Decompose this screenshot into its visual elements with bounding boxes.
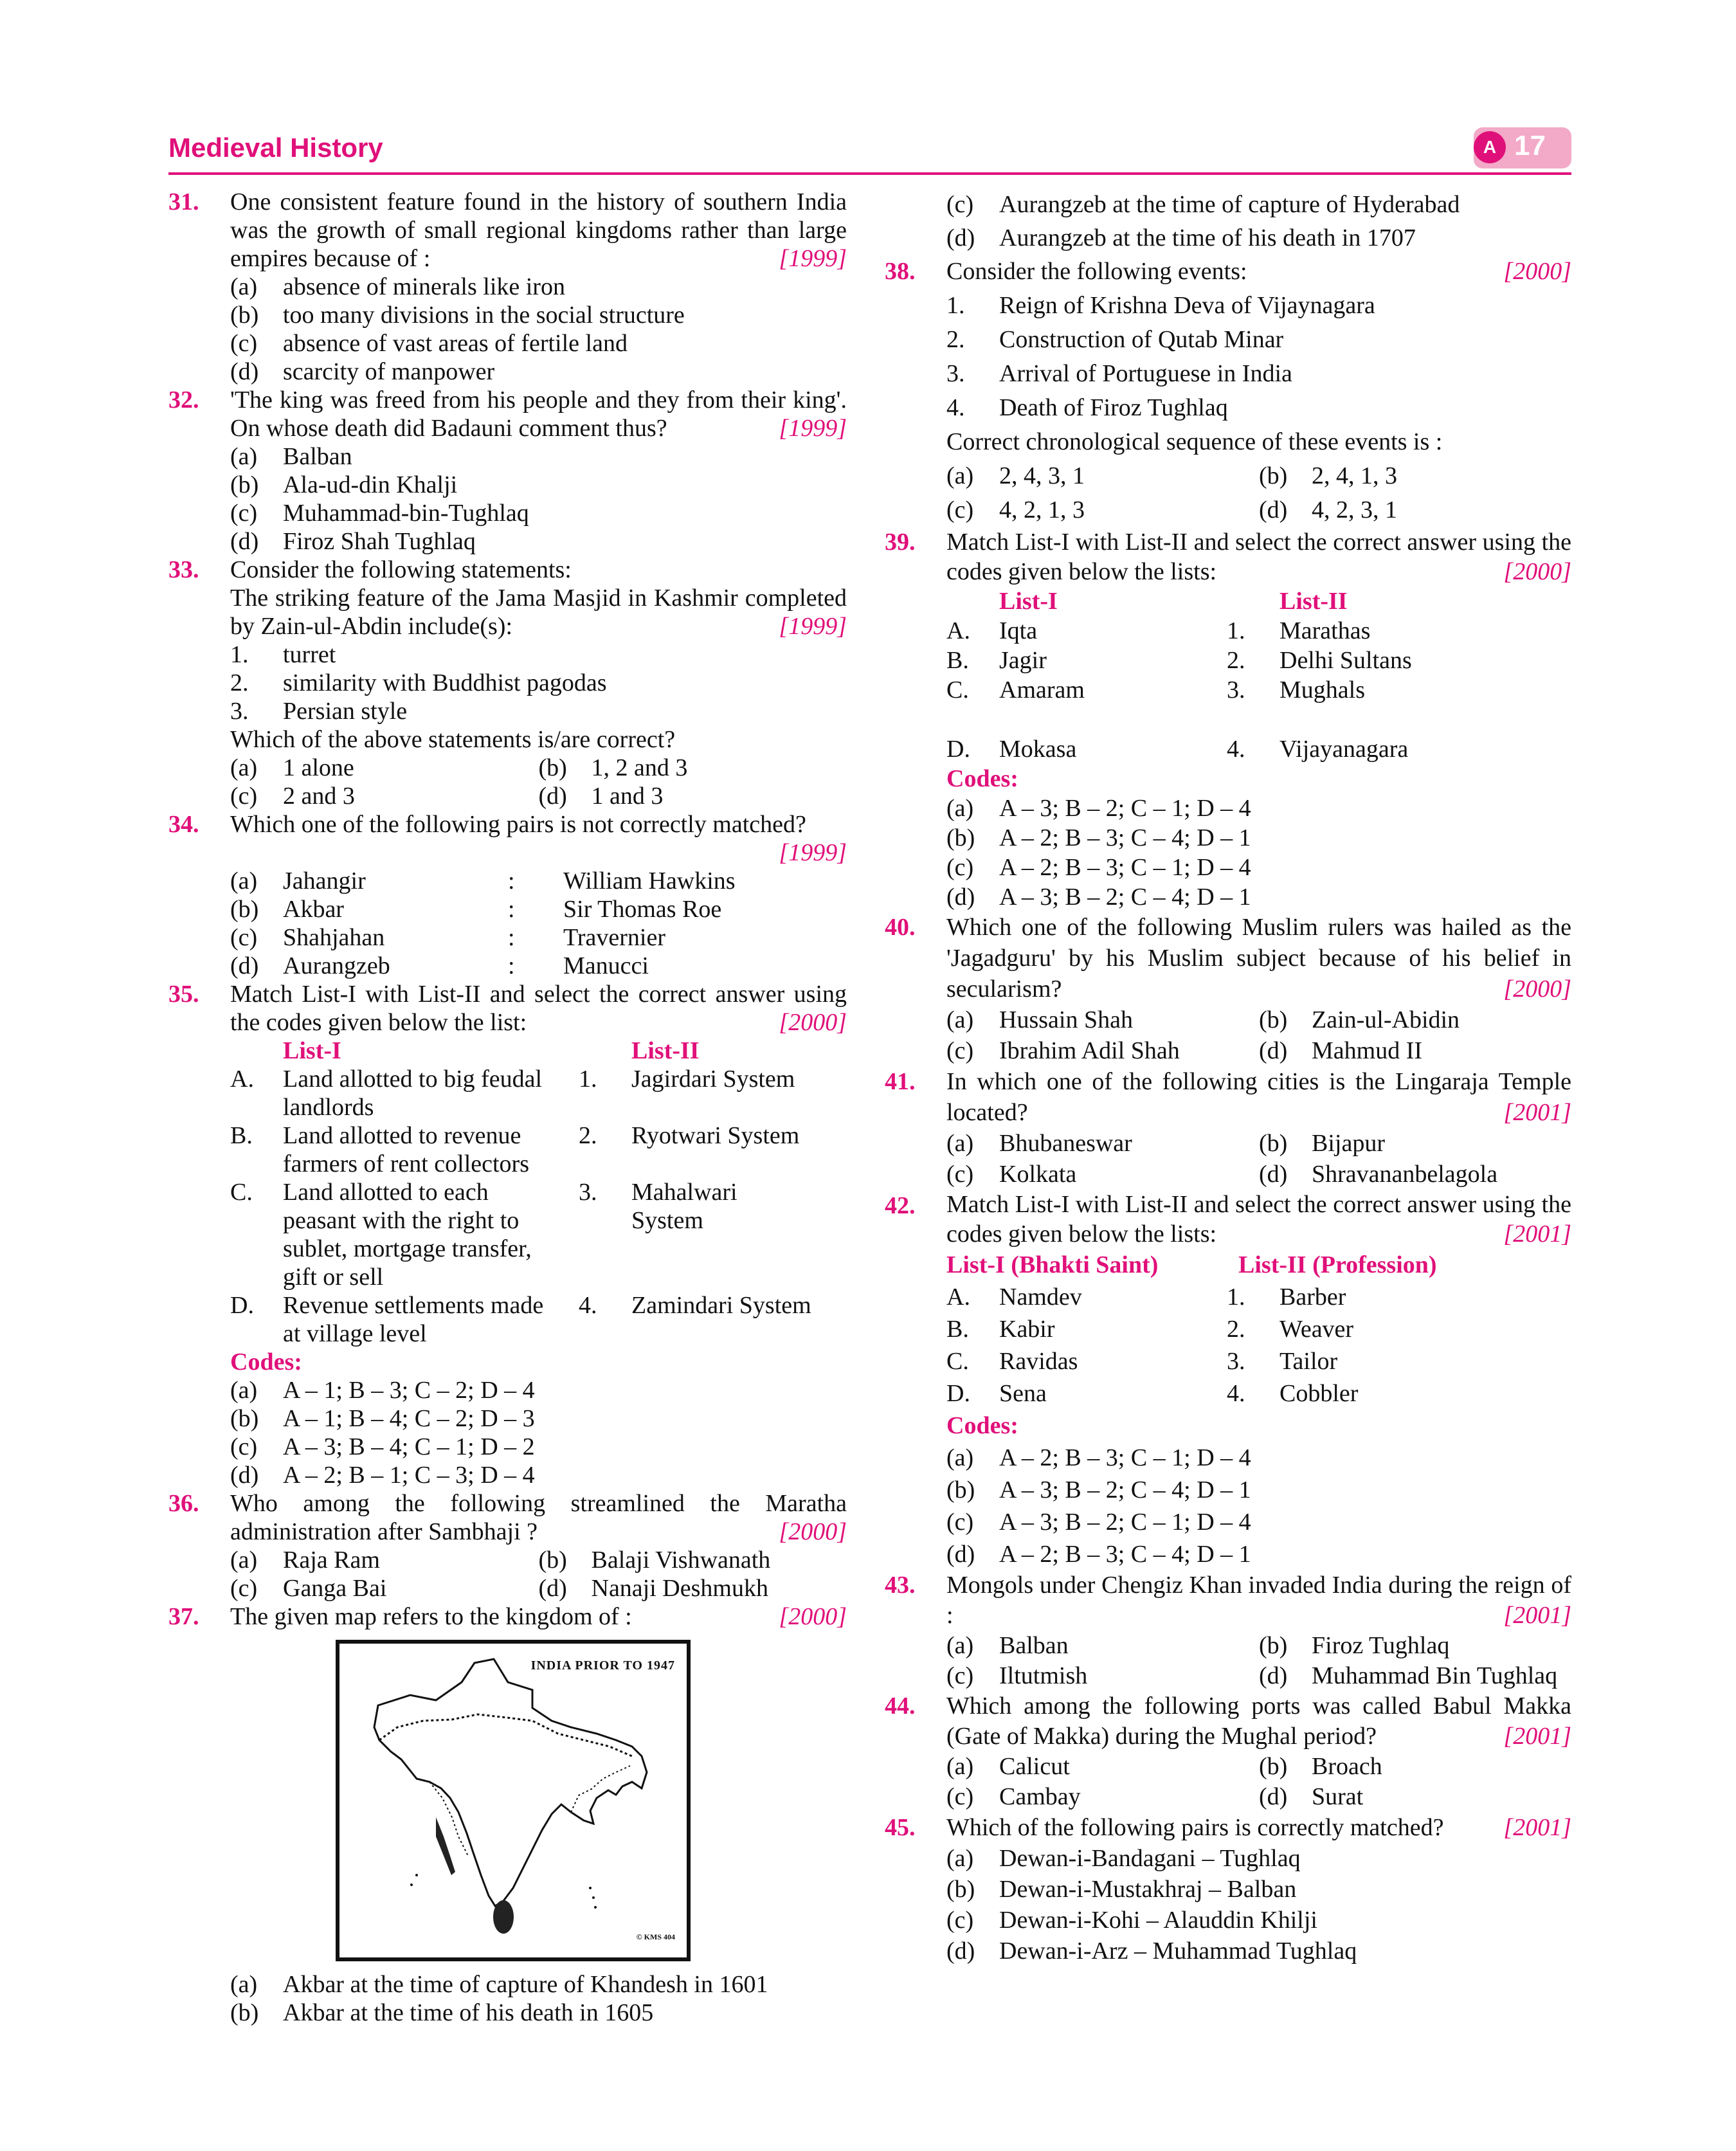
question-text: Mongols under Chengiz Khan invaded India during the reign of : [2001] [946,1570,1571,1631]
code-option: (b) A – 2; B – 3; C – 4; D – 1 [946,824,1251,851]
option: (a) Hussain Shah [946,1006,1133,1033]
option-row [946,1004,1571,1035]
statement: 3. Persian style [230,698,408,725]
event-item: 3. Arrival of Portuguese in India [946,360,1292,387]
year-tag: [2000] [779,1009,847,1036]
question-number: 44. [885,1693,916,1720]
year-tag: [2000] [779,1603,847,1630]
option: (d) Firoz Shah Tughlaq [230,528,476,555]
year-tag: [2001] [1503,1814,1571,1841]
option: (d) Nanaji Deshmukh [538,1575,768,1602]
question-text: The given map refers to the kingdom of : [2000] [230,1603,847,1630]
list-2-heading: List-II (Profession) [1238,1251,1437,1278]
option: (d) Muhammad Bin Tughlaq [1259,1662,1558,1689]
question-text: The striking feature of the Jama Masjid in Kashmir completed by Zain-ul-Abdin include(s): [1999] [230,585,847,640]
option: (d) Surat [1259,1783,1364,1810]
right-column [885,188,1571,1966]
option: (b) Firoz Tughlaq [1259,1632,1450,1659]
question-text: Who among the following streamlined the Maratha administration after Sambhaji ? [2000] [230,1490,847,1545]
option: (d) 1 and 3 [538,783,664,810]
codes-label: Codes: [946,765,1018,792]
option: (b) Dewan-i-Mustakhraj – Balban [946,1876,1297,1903]
code-option: (b) A – 3; B – 2; C – 4; D – 1 [946,1476,1251,1503]
map-stamp: © KMS 404 [636,1932,675,1941]
question-35 [168,980,847,1489]
option-row [230,754,847,782]
year-tag: [2001] [1503,1099,1571,1126]
option: (a) Balban [946,1632,1069,1659]
option: (b) Broach [1259,1753,1382,1780]
question-number: 33. [168,556,199,583]
question-number: 38. [885,258,916,285]
list-1-heading: List-I (Bhakti Saint) [946,1251,1159,1278]
western-coast-shaded [436,1817,455,1875]
option-row [946,1661,1571,1691]
option-row [230,782,847,810]
option: (c) Dewan-i-Kohi – Alauddin Khilji [946,1907,1317,1934]
option: (b) Balaji Vishwanath [538,1547,771,1574]
question-43 [885,1570,1571,1691]
match-table: List-I List-II A. Land allotted to big feudal landlords 1. Jagirdari System B. Land allotted to revenue farmers of rent collectors 2. Ryotwari System C. Land allotted to each peasant with the right to sublet, mortgage transfer, gift or sell 3. Mahalwari System D. Revenue settlements made at village level 4. Zamindari System [230,1037,847,1348]
island-dot [594,1906,597,1909]
year-tag: [2000] [1503,258,1571,285]
option-row [946,1631,1571,1661]
question-31 [168,188,847,386]
option: (c) Ibrahim Adil Shah [946,1037,1180,1064]
option: (c) absence of vast areas of fertile land [230,330,628,357]
question-text: Match List-I with List-II and select the correct answer using the codes given below the list: [2000] [230,981,847,1036]
option: (b) too many divisions in the social structure [230,302,685,329]
option: (a) Dewan-i-Bandagani – Tughlaq [946,1845,1301,1872]
question-number: 32. [168,386,199,413]
question-text: In which one of the following cities is the Lingaraja Temple located? [2001] [946,1066,1571,1128]
map-title: INDIA PRIOR TO 1947 [530,1658,675,1673]
option: (d) Mahmud II [1259,1037,1423,1064]
year-tag: [2000] [1503,976,1571,1003]
list-1-heading: List-I [999,588,1058,615]
option: (c) Kolkata [946,1161,1077,1188]
option-row [230,1574,847,1602]
code-option: (c) A – 2; B – 3; C – 1; D – 4 [946,854,1251,881]
year-tag: [2000] [1503,558,1571,585]
code-option: (b) A – 1; B – 4; C – 2; D – 3 [230,1405,535,1432]
option: (a) Akbar at the time of capture of Khandesh in 1601 [230,1971,768,1998]
code-option: (d) A – 2; B – 1; C – 3; D – 4 [230,1462,535,1489]
option: (a) 2, 4, 3, 1 [946,462,1085,489]
southern-border [429,1782,468,1856]
question-40 [885,912,1571,1066]
question-number: 34. [168,811,199,838]
question-33 [168,556,847,810]
option: (d) Dewan-i-Arz – Muhammad Tughlaq [946,1938,1357,1965]
option: (b) 2, 4, 1, 3 [1259,462,1397,489]
island-dot [592,1896,595,1899]
year-tag: [2000] [779,1518,847,1545]
question-text: One consistent feature found in the history of southern India was the growth of small regional kingdoms rather than large empires because of : [1999] [230,188,847,272]
badge-letter: A [1474,131,1506,163]
year-tag: [1999] [779,613,847,640]
code-option: (c) A – 3; B – 2; C – 1; D – 4 [946,1509,1251,1536]
statement: 2. similarity with Buddhist pagodas [230,669,607,696]
question-number: 45. [885,1814,916,1841]
question-39 [885,527,1571,912]
question-number: 42. [885,1192,916,1219]
question-number: 40. [885,914,916,941]
option: (b) Ala-ud-din Khalji [230,471,458,498]
option: (c) Muhammad-bin-Tughlaq [230,500,529,527]
question-text: Which one of the following Muslim rulers was hailed as the 'Jagadguru' by his Muslim subject because of his belief in secularism? [2000] [946,912,1571,1004]
list-2-heading: List-II [1279,588,1348,615]
question-number: 37. [168,1603,199,1630]
question-number: 35. [168,981,199,1008]
question-38 [885,255,1571,527]
option-row [946,1159,1571,1190]
option: (c) Cambay [946,1783,1081,1810]
question-text: Consider the following events: [2000] [946,255,1571,289]
question-number: 31. [168,188,199,215]
question-text: Match List-I with List-II and select the correct answer using the codes given below the lists: [2001] [946,1191,1571,1248]
question-36 [168,1489,847,1602]
option-row [946,1782,1571,1812]
option: (d) 4, 2, 3, 1 [1259,496,1397,523]
question-41 [885,1066,1571,1190]
list-1-heading: List-I [283,1037,341,1064]
option: (a) Bhubaneswar [946,1130,1132,1157]
page-section-title: Medieval History [168,132,383,163]
question-number: 36. [168,1490,199,1517]
question-32 [168,386,847,556]
question-number: 41. [885,1068,916,1095]
option-row [946,1752,1571,1782]
match-table: List-I (Bhakti Saint) List-II (Profession) A. Namdev 1. Barber B. Kabir 2. Weaver C. Ravidas 3. Tailor D. Sena 4. Cobbler [946,1249,1571,1410]
option: (b) Zain-ul-Abidin [1259,1006,1460,1033]
option: (c) 2 and 3 [230,783,355,810]
page-number: 17 [1514,130,1546,161]
left-column [168,188,847,2027]
option-row [946,493,1571,527]
question-text: Which one of the following pairs is not correctly matched? [1999] [230,811,847,866]
event-item: 1. Reign of Krishna Deva of Vijaynagara [946,292,1375,319]
option: (c) Aurangzeb at the time of capture of Hyderabad [946,191,1460,218]
question-number: 43. [885,1572,916,1599]
option-row [946,459,1571,493]
option: (c) 4, 2, 1, 3 [946,496,1085,523]
year-tag: [1999] [779,245,847,272]
list-2-heading: List-II [631,1037,700,1064]
option-row [946,1128,1571,1159]
code-option: (d) A – 2; B – 3; C – 4; D – 1 [946,1541,1251,1568]
year-tag: [2001] [1503,1221,1571,1248]
code-option: (a) A – 1; B – 3; C – 2; D – 4 [230,1377,535,1404]
question-text: 'The king was freed from his people and they from their king'. On whose death did Badauni comment thus? [1999] [230,386,847,442]
option: (b) 1, 2 and 3 [538,754,688,781]
option: (a) Balban [230,443,352,470]
codes-label: Codes: [946,1412,1018,1439]
option: (a) Raja Ram [230,1547,380,1574]
question-number: 39. [885,529,916,556]
option: (b) Akbar at the time of his death in 1605 [230,1999,654,2026]
option: (a) absence of minerals like iron [230,273,565,300]
option: (c) Iltutmish [946,1662,1088,1689]
event-item: 2. Construction of Qutab Minar [946,326,1284,353]
event-item: 4. Death of Firoz Tughlaq [946,394,1228,421]
option: (a) Calicut [946,1753,1070,1780]
pair-table: (a) Jahangir : William Hawkins (b) Akbar : Sir Thomas Roe (c) Shahjahan : Travernier (d) Aurangzeb : Manucci [230,867,736,979]
code-option: (a) A – 2; B – 3; C – 1; D – 4 [946,1444,1251,1471]
question-prompt: Which of the above statements is/are correct? [230,726,676,753]
island-dot [415,1874,418,1876]
year-tag: [1999] [779,839,847,866]
code-option: (d) A – 3; B – 2; C – 4; D – 1 [946,884,1251,911]
question-37 [168,1602,847,2027]
year-tag: [2001] [1503,1602,1571,1629]
india-outline-map [339,1644,687,1957]
codes-label: Codes: [230,1348,302,1375]
question-intro: Consider the following statements: [230,556,572,583]
option: (c) Ganga Bai [230,1575,387,1602]
header-divider [168,172,1571,175]
option: (b) Bijapur [1259,1130,1385,1157]
question-42 [885,1190,1571,1570]
option: (d) Aurangzeb at the time of his death in 1707 [946,224,1416,251]
option: (d) scarcity of manpower [230,358,495,385]
question-text: Which of the following pairs is correctly matched? [2001] [946,1812,1571,1843]
india-outline [374,1659,647,1906]
kingdom-border [379,1714,632,1756]
question-text: Match List-I with List-II and select the correct answer using the codes given below the lists: [2000] [946,529,1571,585]
match-table: List-I List-II A. Iqta 1. Marathas B. Jagir 2. Delhi Sultans C. Amaram 3. Mughals D. Mokasa 4. Vijayanagara [946,586,1571,764]
question-34 [168,810,847,980]
island-dot [410,1883,413,1886]
question-44 [885,1691,1571,1812]
statement: 1. turret [230,641,336,668]
option: (a) 1 alone [230,754,354,781]
question-prompt: Correct chronological sequence of these events is : [946,428,1443,455]
question-45 [885,1812,1571,1966]
code-option: (c) A – 3; B – 4; C – 1; D – 2 [230,1433,535,1460]
island-dot [589,1887,592,1889]
india-map-figure [336,1640,691,1961]
option: (d) Shravananbelagola [1259,1161,1498,1188]
year-tag: [2001] [1503,1723,1571,1750]
code-option: (a) A – 3; B – 2; C – 1; D – 4 [946,795,1251,822]
option-row [230,1546,847,1574]
sri-lanka [493,1900,514,1934]
option-row [946,1035,1571,1066]
question-text: Which among the following ports was called Babul Makka (Gate of Makka) during the Mughal period? [2001] [946,1691,1571,1752]
question-37-continued [885,188,1571,255]
year-tag: [1999] [779,415,847,442]
